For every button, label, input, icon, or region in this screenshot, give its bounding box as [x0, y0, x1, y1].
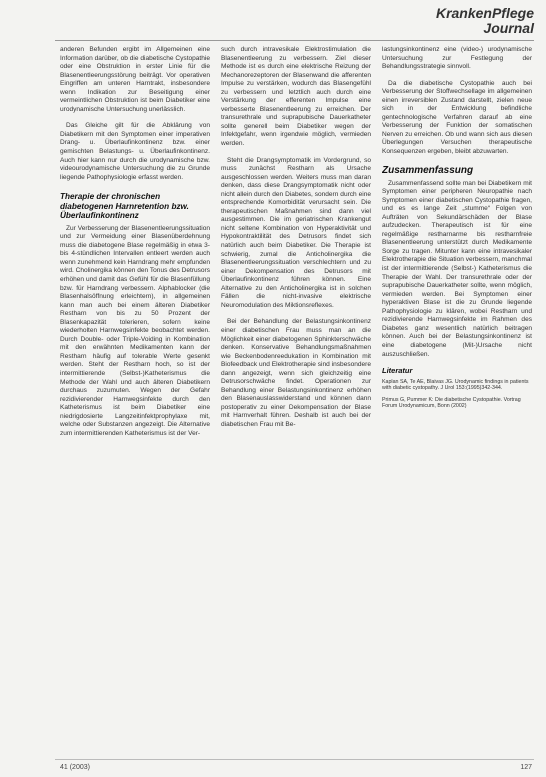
paragraph: such durch intravesikale Elektrostimulation die Blasenentleerung zu verbessern. Ziel dieser Methode ist es durch eine elektrische Reizung der Mechanorezeptoren der Blasenwand die afferenten Impulse zu verstärken, wodurch das Blasengefühl zu verbessern und letztlich auch durch eine Verstärkung der efferenten Impulse eine verbesserte Blasenentleerung zu erreichen. Der transurethrale und suprapubische Dauerkatheter sollte generell beim Diabetiker wegen der Infektgefahr, wenn irgendwie möglich, vermieden werden.	[221, 46, 371, 148]
paragraph: Bei der Behandlung der Belastungsinkontinenz einer diabetischen Frau muss man an die Möglichkeit einer diabetogenen Sphinkterschwäche denken. Konservative Behandlungsmaßnahmen wie Beckenbodenreedukation in Kombination mit Biofeedback und Elektrotherapie sind insbesondere dann angezeigt, wenn sich gleichzeitig eine Detrusorschwäche findet. Operationen zur Behandlung einer Belastungsinkontinenz erhöhen den Blasenauslasswiderstand und können dann postoperativ zu einer Dekompensation der Blase mit Harnverhalt führen. Deshalb ist auch bei der diabetischen Frau mit Be-	[221, 318, 371, 428]
column-3	[382, 46, 532, 753]
paragraph: anderen Befunden ergibt im Allgemeinen eine Information darüber, ob die diabetische Cystopathie oder eine Obstruktion in erster Linie für die Blasenentleerungsstörung beiträgt. Vor operativen Eingriffen am unteren Harntrakt, insbesondere wenn Indikation zur Beseitigung einer vermeintlichen Obstruktion ist beim Diabetiker eine urodynamische Untersuchung unerlässlich.	[60, 46, 210, 113]
reference-item: Primus G, Pummer K: Die diabetische Cystopathie. Vortrag Forum Urodynamicum, Bonn (2002)	[382, 396, 521, 410]
issue-number: 41 (2003)	[60, 764, 90, 771]
section-heading-therapie: Therapie der chronischen diabetogenen Harnretention bzw. Überlaufinkontinenz	[60, 192, 189, 221]
paragraph: lastungsinkontinenz eine (video-) urodynamische Untersuchung zur Festlegung der Behandlungsstrategie sinnvoll.	[382, 46, 532, 71]
section-heading-literatur: Literatur	[382, 366, 413, 376]
paragraph: Das Gleiche gilt für die Abklärung von Diabetikern mit den Symptomen einer imperativen Drang- u. Überlaufinkontinenz bzw. einer gemischten Belastungs- u. Überlaufinkontinenz. Auch hier kann nur durch die urodynamische bzw. videourodynamische Untersuchung die zu Grunde liegende Pathophysiologie erfasst werden.	[60, 122, 210, 181]
magazine-subtitle: Journal	[483, 19, 534, 36]
paragraph: Zusammenfassend sollte man bei Diabetikern mit Symptomen einer peripheren Neuropathie nach Symptomen einer diabetischen Cystopathie fragen, und es es lange Zeit „stumme“ Folgen von Aufträten von Sekundärschäden der Blase aufzudecken. Therapeutisch ist für eine regelmäßige restharnarme bis restharnfreie Blasenentleerung unterstützt durch Medikamente Sorge zu tragen. Mitunter kann eine intravesikaler Elektrotherapie die Situation verbessern, manchmal ist der intermittierende (Selbst-) Katheterismus die Therapie der Wahl. Der transurethrale oder der suprapubische Dauerkatheter sollte, wenn möglich, vermieden werden. Bei Symptomen einer hyperaktiven Blase ist die zu Grunde liegende Pathophysiologie zu klären, wobei Restharn und rezidivierende Harnwegsinfekte im Rahmen des Diabetes ganz wesentlich natürlich beitragen können. Auch bei der Belastungsinkontinenz ist eine diabetogene (Mit-)Ursache nicht auszuschließen.	[382, 179, 532, 358]
page-footer	[60, 764, 532, 771]
paragraph: Zur Verbesserung der Blasenentleerungssituation und zur Vermeidung einer Blasenüberdehnung muss die diabetogene Blase regelmäßig in etwa 3- bis 4-stündlichen Intervallen entleert werden auch wenn zunehmend kein Harndrang mehr empfunden wird. Cholinergika können den Tonus des Detrusors erhöhen und damit das Gefühl für die Blasenfüllung bzw. für Harndrang verbessern. Alphablocker (die Blasenhalsöffnung erleichtern), in allgemeinen kann man auch bei einem älteren Diabetiker Restharn von bis zu 50 Prozent der Blasenkapazität tolerieren, sofern keine wiederholten Harnwegsinfekte beobachtet werden. Durch Double- oder Triple-Voiding in Kombination mit den erwähnten Medikamenten kann der Restharn häufig auf tolerable Werte gesenkt werden. Steht der Restharn hoch, so ist der intermittierende (Selbst-)Katheterismus die Methode der Wahl und auch älteren Diabetikern durchaus zuzumuten. Wegen der Gefahr rezidivierender Harnwegsinfekte durch den Katheterismus ist beim Diabetiker eine niedrigdosierte Langzeitinfektprophylaxe mit, welche oder Substanzen angezeigt. Die Alternative zum intermittierenden Katheterismus ist der Ver-	[60, 224, 210, 437]
article-body	[60, 46, 532, 753]
paragraph: Da die diabetische Cystopathie auch bei Verbesserung der Stoffwechsellage im allgemeinen einen irreversiblen Zustand darstellt, zielen neue sich in der Entwicklung befindliche gentechnologische Verfahren darauf ab eine Verbesserung der Funktion der somatischen Nerven zu erreichen. Ob und wann sich aus diesen Überlegungen Versuchen therapeutische Konsequenzen ergeben, bleibt abzuwarten.	[382, 79, 532, 156]
page-number: 127	[520, 764, 532, 771]
column-2	[221, 46, 371, 753]
column-1	[60, 46, 210, 753]
magazine-name: KrankenPflege	[435, 5, 534, 21]
section-heading-zusammenfassung: Zusammenfassung	[382, 164, 474, 176]
journal-header	[436, 6, 534, 35]
paragraph: Steht die Drangsymptomatik im Vordergrund, so muss zunächst Restharn als Ursache ausgeschlossen werden. Weiters muss man daran denken, dass diese Drangsymptomatik nicht oder nicht allein durch den Diabetes, sondern durch eine entsprechende Komorbidität verursacht sein. Die therapeutischen Maßnahmen sind dann viel ausgestimmen. Die im geriatrischen Krankengut nicht seltene Kombination von Hyperaktivität und Hypokontraktilität des Detrusors findet sich natürlich auch beim Diabetiker. Die Therapie ist schwierig, zumal die Anticholinergika die Blasenentleerungssituation verschlechtern und zu einer Dekompensation des Detrusors mit Überlaufinkontinenz führen können. Eine Alternative zu den Anticholinergika ist in solchen Fällen die nicht-invasive elektrische Neuromodulation des Miktionsreflexes.	[221, 156, 371, 309]
reference-item: Kaplan SA, Te AE, Blaivas JG. Urodynamic findings in patients with diabetic cystopathy. J Urol 153:(1995)342-344.	[382, 378, 529, 392]
header-divider	[55, 40, 534, 41]
footer-divider	[55, 759, 534, 760]
